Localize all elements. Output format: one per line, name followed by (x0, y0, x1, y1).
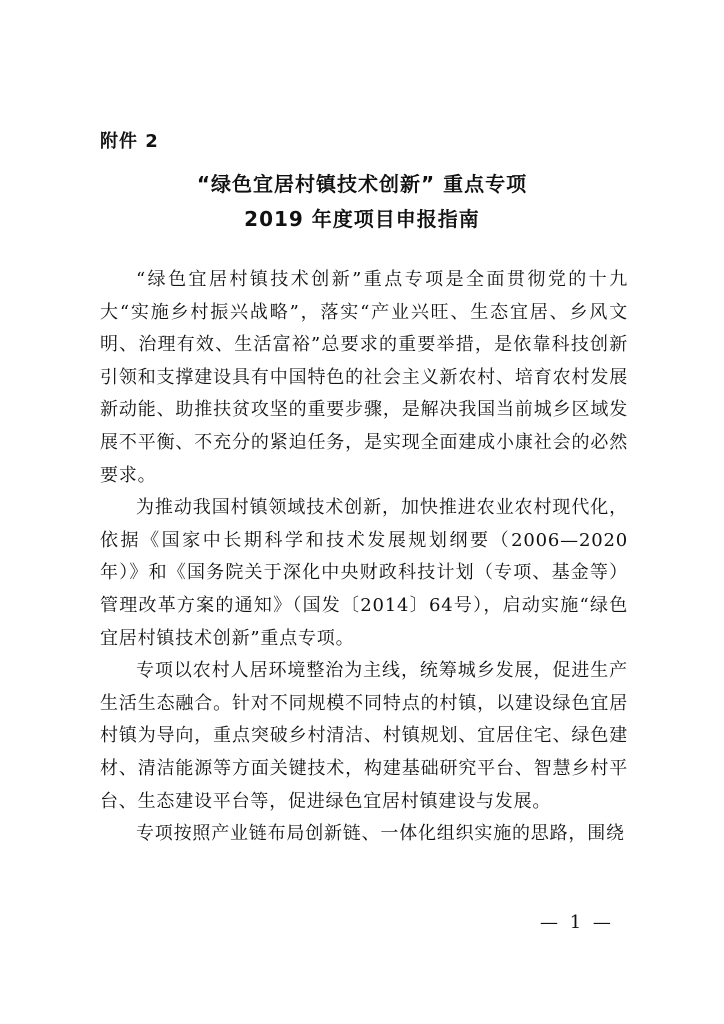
paragraph: “绿色宜居村镇技术创新”重点专项是全面贯彻党的十九大“实施乡村振兴战略”，落实“产业兴旺、生态宜居、乡风文明、治理有效、生活富裕”总要求的重要举措，是依靠科技创新引领和支撑建设具有中国特色的社会主义新农村、培育农村发展新动能、助推扶贫攻坚的重要步骤，是解决我国当前城乡区域发展不平衡、不充分的紧迫任务，是实现全面建成小康社会的必然要求。 (100, 269, 628, 486)
attachment-label: 附件 2 (100, 131, 159, 152)
document-title-line2: 2019 年度项目申报指南 (244, 207, 480, 231)
document-title-line1: “绿色宜居村镇技术创新” 重点专项 (196, 172, 528, 196)
paragraph: 专项按照产业链布局创新链、一体化组织实施的思路，围绕 (136, 823, 625, 845)
page-number: — 1 — (540, 912, 614, 933)
paragraph: 为推动我国村镇领域技术创新，加快推进农业农村现代化，依据《国家中长期科学和技术发展规划纲要（2006—2020年）》和《国务院关于深化中央财政科技计划（专项、基金等）管理改革方案的通知》（国发〔2014〕64号），启动实施“绿色宜居村镇技术创新”重点专项。 (100, 497, 628, 649)
document-body (100, 264, 628, 851)
paragraph: 专项以农村人居环境整治为主线，统筹城乡发展，促进生产生活生态融合。针对不同规模不同特点的村镇，以建设绿色宜居村镇为导向，重点突破乡村清洁、村镇规划、宜居住宅、绿色建材、清洁能源等方面关键技术，构建基础研究平台、智慧乡村平台、生态建设平台等，促进绿色宜居村镇建设与发展。 (100, 660, 628, 812)
